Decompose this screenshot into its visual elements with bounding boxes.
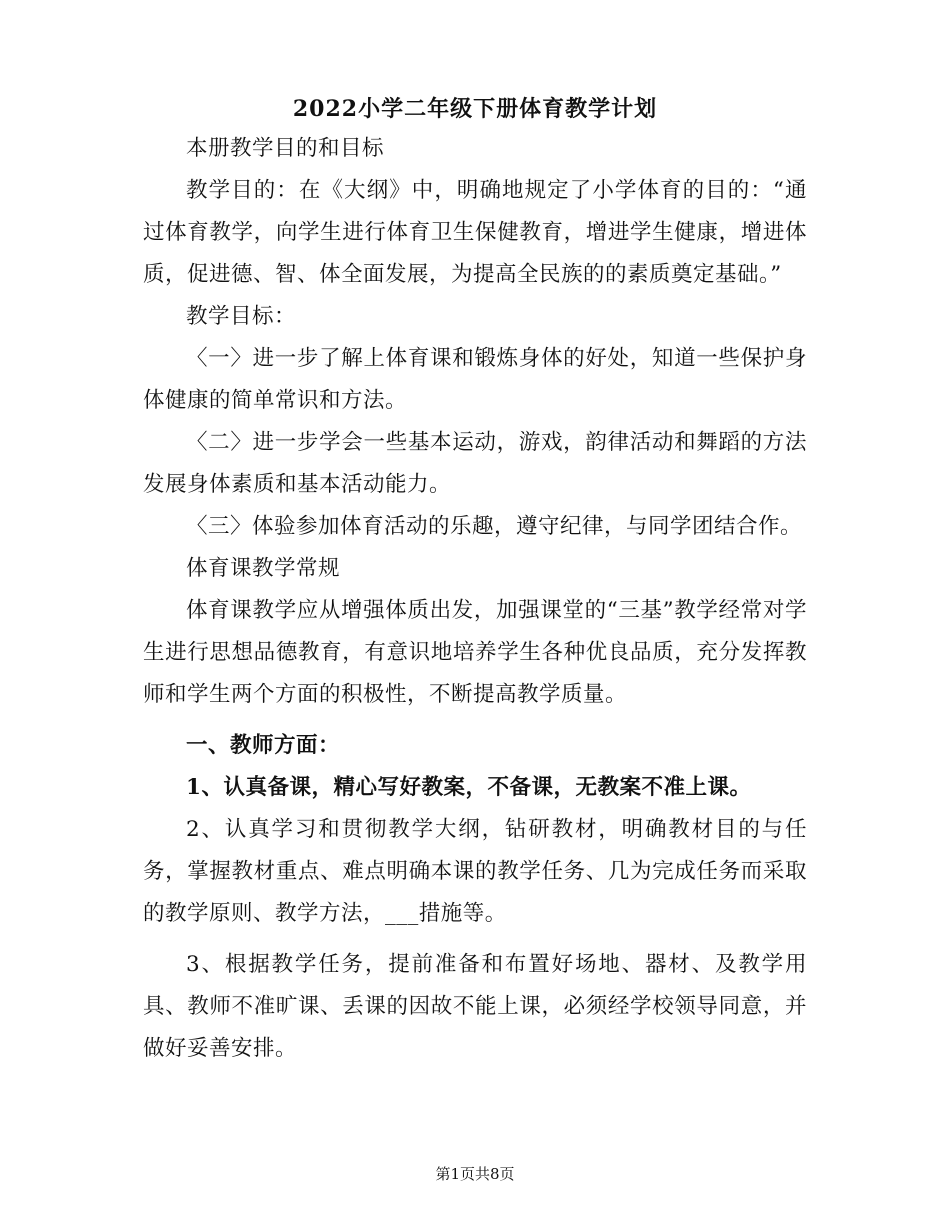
list-item-three: 3、根据教学任务，提前准备和布置好场地、器材、及教学用具、教师不准旷课、丢课的因故不能上课，必须经学校领导同意，并做好妥善安排。	[143, 952, 807, 1061]
list-item-two: 2、认真学习和贯彻教学大纲，钻研教材，明确教材目的与任务，掌握教材重点、难点明确本课的教学任务、几为完成任务而采取的教学原则、教学方法，___措施等。	[143, 817, 807, 926]
section-heading-routine: 体育课教学常规	[186, 556, 341, 581]
paragraph-goal-three: 〈三〉体验参加体育活动的乐趣，遵守纪律，与同学团结合作。	[186, 514, 803, 539]
paragraph-teaching-purpose: 教学目的：在《大纲》中，明确地规定了小学体育的目的：“通过体育教学，向学生进行体育卫生保健教育，增进学生健康，增进体质，促进德、智、体全面发展，为提高全民族的的素质奠定基础。”	[143, 178, 807, 287]
paragraph-goal-one: 〈一〉进一步了解上体育课和锻炼身体的好处，知道一些保护身体健康的简单常识和方法。	[143, 346, 807, 413]
paragraph-routine-description: 体育课教学应从增强体质出发，加强课堂的“三基”教学经常对学生进行思想品德教育，有意识地培养学生各种优良品质，充分发挥教师和学生两个方面的积极性，不断提高教学质量。	[143, 598, 807, 707]
paragraph-teaching-goals-label: 教学目标：	[186, 304, 297, 329]
paragraph-goal-two: 〈二〉进一步学会一些基本运动，游戏，韵律活动和舞蹈的方法发展身体素质和基本活动能力。	[143, 430, 807, 497]
section-heading-teacher: 一、教师方面：	[186, 733, 341, 758]
document-title: 2022小学二年级下册体育教学计划	[292, 96, 658, 122]
section-heading-goals: 本册教学目的和目标	[186, 136, 385, 161]
page-footer: 第1页共8页	[435, 1165, 515, 1183]
list-item-one: 1、认真备课，精心写好教案，不备课，无教案不准上课。	[186, 775, 752, 800]
document-body	[143, 128, 807, 1070]
